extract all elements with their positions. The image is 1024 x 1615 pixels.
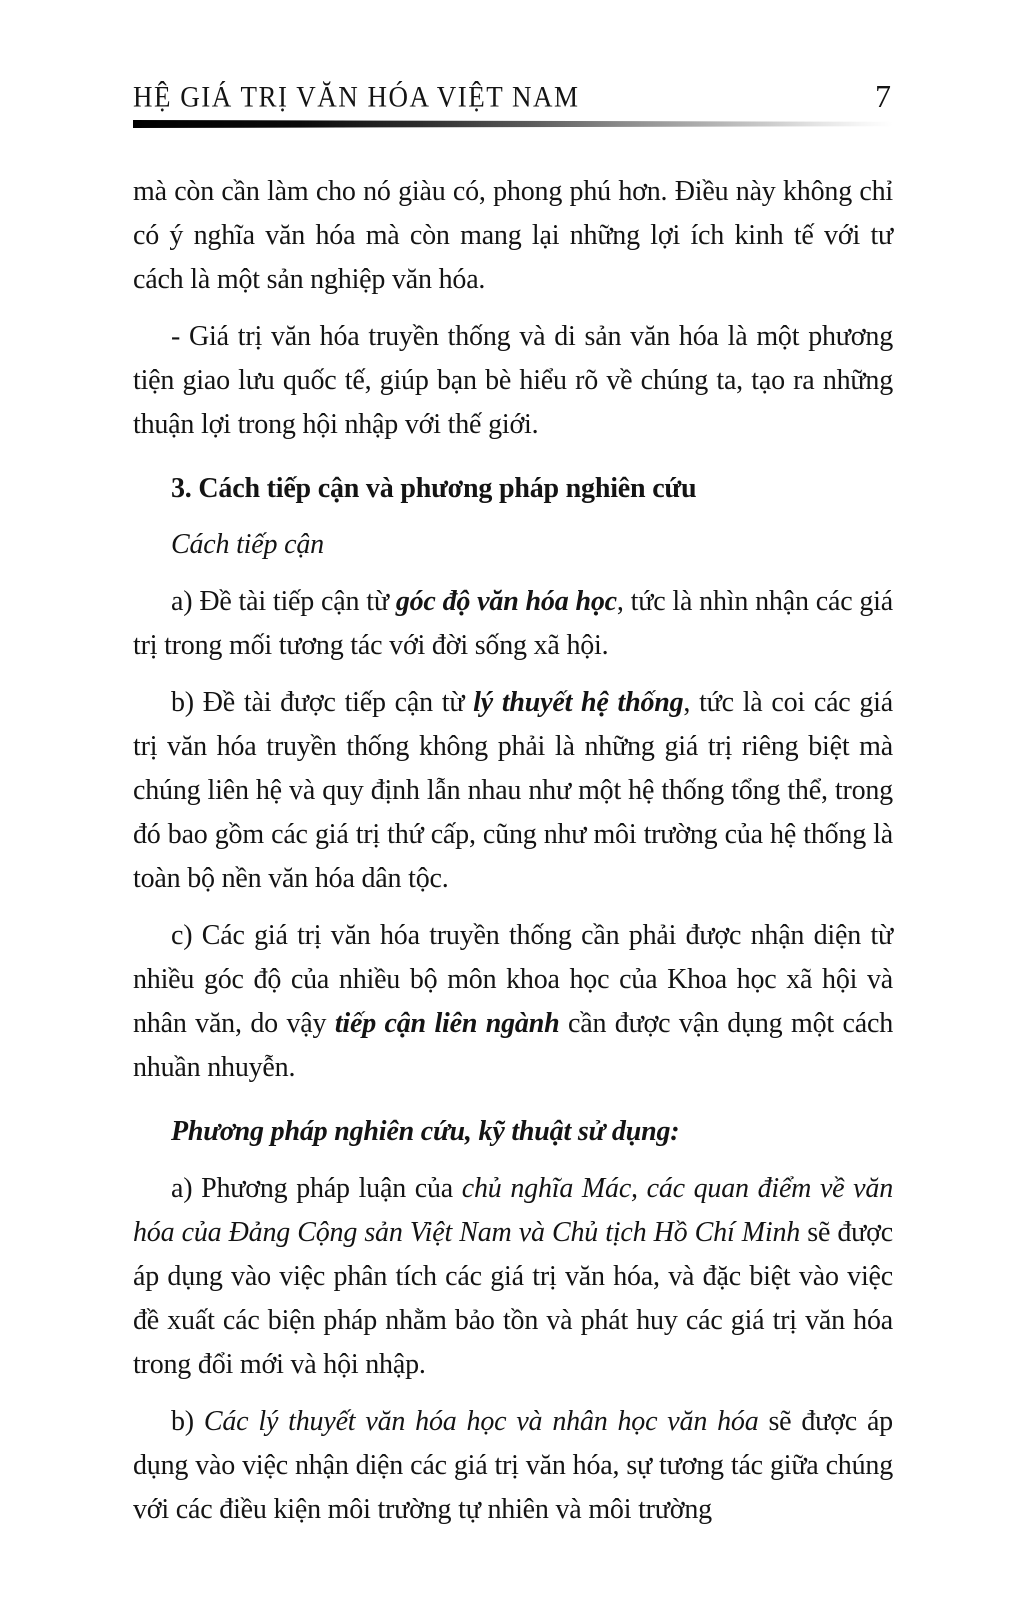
text-segment-regular: mà còn cần làm cho nó giàu có, phong phú hơn. Điều này không chỉ có ý nghĩa văn hóa mà còn mang lại những lợi ích kinh tế với tư cách là một sản nghiệp văn hóa. (133, 176, 893, 295)
text-segment-bold: 3. Cách tiếp cận và phương pháp nghiên cứu (171, 473, 697, 504)
text-segment-regular: cần được vận dụng một cách nhuần nhuyễn. (133, 1008, 893, 1083)
paragraph (133, 1167, 893, 1387)
text-segment-regular: a) Đề tài tiếp cận từ (171, 586, 396, 617)
paragraph (133, 523, 893, 567)
text-segment-regular: , tức là coi các giá trị văn hóa truyền thống không phải là những giá trị riêng biệt mà chúng liên hệ và quy định lẫn nhau như một hệ thống tổng thể, trong đó bao gồm các giá trị thứ cấp, cũng như môi trường của hệ thống là toàn bộ nền văn hóa dân tộc. (133, 687, 893, 894)
page-body (133, 170, 893, 1532)
text-segment-regular: , tức là nhìn nhận các giá trị trong mối tương tác với đời sống xã hội. (133, 586, 893, 661)
paragraph (133, 1110, 893, 1154)
paragraph (133, 681, 893, 901)
paragraph (133, 170, 893, 302)
text-segment-regular: b) Đề tài được tiếp cận từ (171, 687, 474, 718)
paragraph (133, 914, 893, 1090)
header-row (133, 80, 893, 114)
header-rule-divider (133, 120, 893, 128)
text-segment-regular: c) Các giá trị văn hóa truyền thống cần phải được nhận diện từ nhiều góc độ của nhiều bộ môn khoa học của Khoa học xã hội và nhân văn, do vậy (133, 920, 893, 1039)
text-segment-regular: sẽ được áp dụng vào việc nhận diện các giá trị văn hóa, sự tương tác giữa chúng với các điều kiện môi trường tự nhiên và môi trường (133, 1406, 893, 1525)
text-segment-bold-italic: tiếp cận liên ngành (334, 1008, 560, 1039)
text-segment-italic: chủ nghĩa Mác, các quan điểm về văn hóa của Đảng Cộng sản Việt Nam và Chủ tịch Hồ Chí Minh (133, 1173, 893, 1248)
paragraph (133, 315, 893, 447)
text-segment-regular: a) Phương pháp luận của (171, 1173, 462, 1204)
page-title: HỆ GIÁ TRỊ VĂN HÓA VIỆT NAM (133, 80, 580, 113)
text-segment-italic: Các lý thuyết văn hóa học và nhân học văn hóa (203, 1406, 759, 1437)
page-number: 7 (875, 78, 891, 114)
paragraph (133, 1400, 893, 1532)
text-segment-regular: b) (171, 1406, 204, 1437)
text-segment-bold-italic: Phương pháp nghiên cứu, kỹ thuật sử dụng: (171, 1116, 680, 1147)
text-segment-italic: Cách tiếp cận (171, 529, 324, 560)
text-segment-regular: - Giá trị văn hóa truyền thống và di sản văn hóa là một phương tiện giao lưu quốc tế, giúp bạn bè hiểu rõ về chúng ta, tạo ra những thuận lợi trong hội nhập với thế giới. (133, 321, 893, 440)
text-segment-bold-italic: lý thuyết hệ thống (473, 687, 684, 718)
text-segment-regular: sẽ được áp dụng vào việc phân tích các giá trị văn hóa, và đặc biệt vào việc đề xuất các biện pháp nhằm bảo tồn và phát huy các giá trị văn hóa trong đổi mới và hội nhập. (133, 1217, 893, 1380)
paragraph (133, 467, 893, 511)
running-header (133, 80, 893, 128)
paragraph (133, 580, 893, 668)
text-segment-bold-italic: góc độ văn hóa học (395, 586, 617, 617)
